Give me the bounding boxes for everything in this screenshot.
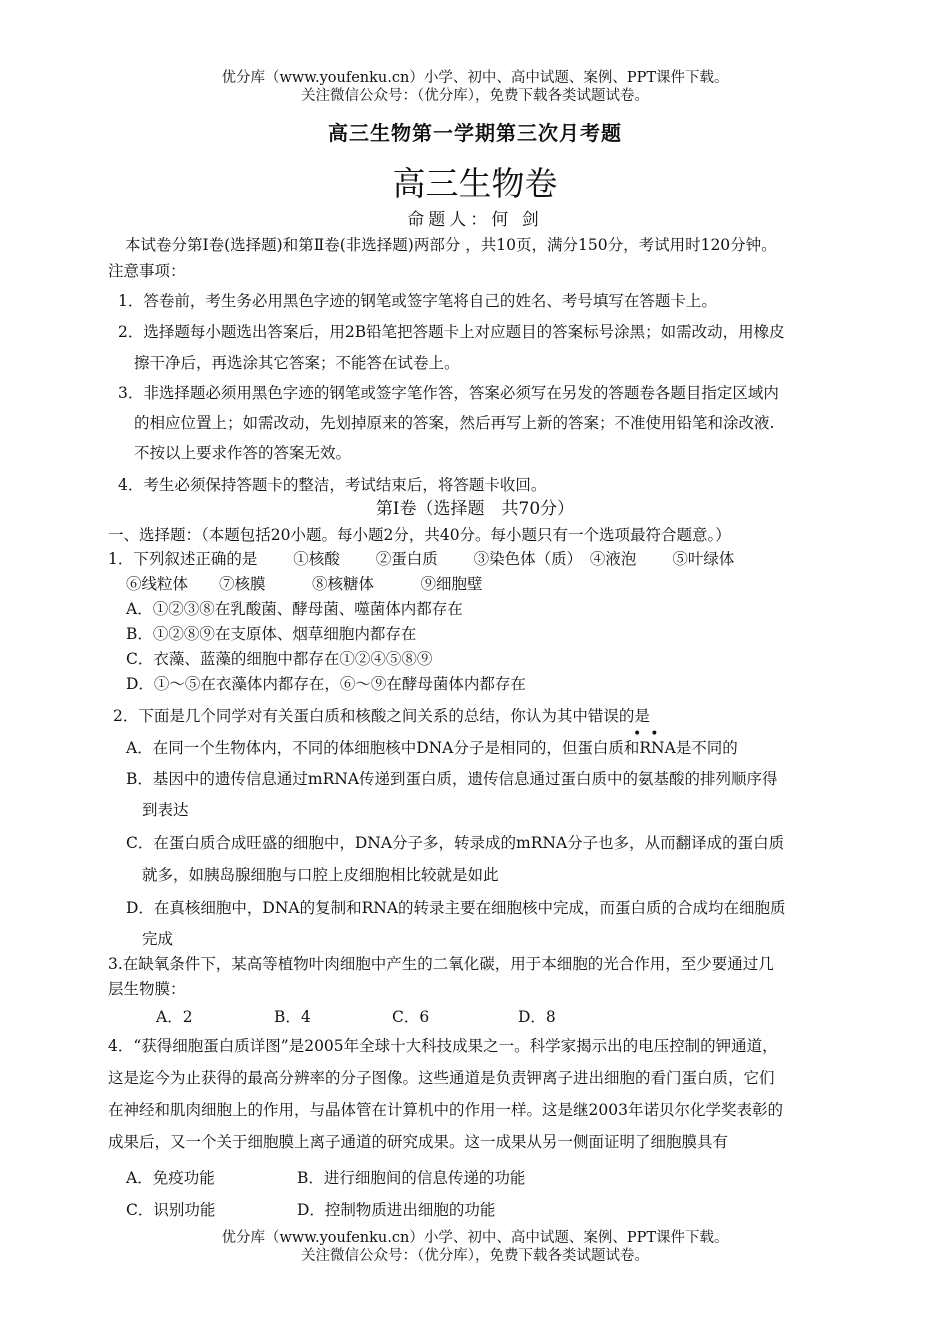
question-4-option-a: A．免疫功能 [126, 1169, 215, 1187]
note-3-cont: 的相应位置上；如需改动，先划掉原来的答案，然后再写上新的答案；不准使用铅笔和涂改液. [134, 414, 775, 432]
exam-author: 命题人：何 剑 [407, 210, 543, 230]
note-1: 1．答卷前，考生务必用黑色字迹的钢笔或签字笔将自己的姓名、考号填写在答题卡上。 [118, 292, 717, 310]
footer-line-2: 关注微信公众号：（优分库），免费下载各类试题试卷。 [301, 1248, 649, 1264]
section-1-intro: 一、选择题：（本题包括20小题。每小题2分，共40分。每小题只有一个选项最符合题意。） [108, 526, 731, 544]
question-3-option-c: C．6 [392, 1008, 430, 1026]
exam-subtitle: 高三生物卷 [392, 164, 558, 203]
question-1-stem-cont: ⑥线粒体 ⑦核膜 ⑧核糖体 ⑨细胞壁 [126, 575, 483, 593]
note-4: 4．考生必须保持答题卡的整洁，考试结束后，将答题卡收回。 [118, 476, 547, 494]
question-2-option-d: D．在真核细胞中，DNA的复制和RNA的转录主要在细胞核中完成，而蛋白质的合成均在细胞质 [126, 899, 786, 917]
question-4-option-d: D．控制物质进出细胞的功能 [297, 1201, 496, 1219]
question-4-line-1: 4．“获得细胞蛋白质详图”是2005年全球十大科技成果之一。科学家揭示出的电压控制的钾通道， [108, 1037, 778, 1055]
emphasis-dots: •• [633, 726, 668, 742]
exam-intro: 本试卷分第Ⅰ卷(选择题)和第Ⅱ卷(非选择题)两部分 ，共10页，满分150分，考试用时120分钟。 [125, 236, 777, 254]
question-3-option-d: D．8 [518, 1008, 556, 1026]
question-3-option-a: A．2 [156, 1008, 193, 1026]
note-2-cont: 擦干净后，再选涂其它答案；不能答在试卷上。 [134, 354, 460, 372]
question-4-option-c: C．识别功能 [126, 1201, 216, 1219]
question-1-stem: 1．下列叙述正确的是 ①核酸 ②蛋白质 ③染色体（质） ④液泡 ⑤叶绿体 [108, 550, 735, 568]
header-line-1: 优分库（www.youfenku.cn）小学、初中、高中试题、案例、PPT课件下载。 [221, 70, 729, 86]
question-2-option-c-cont: 就多，如胰岛腺细胞与口腔上皮细胞相比较就是如此 [142, 866, 499, 884]
question-1-option-d: D．①～⑤在衣藻体内都存在，⑥～⑨在酵母菌体内都存在 [126, 675, 526, 693]
question-2-stem: 2．下面是几个同学对有关蛋白质和核酸之间关系的总结，你认为其中错误的是 [113, 707, 650, 725]
question-4-line-4: 成果后，又一个关于细胞膜上离子通道的研究成果。这一成果从另一侧面证明了细胞膜具有 [108, 1133, 729, 1151]
question-4-line-2: 这是迄今为止获得的最高分辨率的分子图像。这些通道是负责钾离子进出细胞的看门蛋白质，它们 [108, 1069, 775, 1087]
question-1-option-b: B．①②⑧⑨在支原体、烟草细胞内都存在 [126, 625, 417, 643]
notes-title: 注意事项： [108, 262, 186, 280]
note-2: 2．选择题每小题选出答案后，用2B铅笔把答题卡上对应题目的答案标号涂黑；如需改动，用橡皮 [118, 323, 785, 341]
question-4-option-b: B．进行细胞间的信息传递的功能 [297, 1169, 526, 1187]
question-2-option-b: B．基因中的遗传信息通过mRNA传递到蛋白质，遗传信息通过蛋白质中的氨基酸的排列顺序得 [126, 770, 778, 788]
question-2-option-b-cont: 到表达 [142, 801, 189, 819]
header-line-2: 关注微信公众号：（优分库），免费下载各类试题试卷。 [301, 88, 649, 104]
note-3-cont-2: 不按以上要求作答的答案无效。 [134, 444, 352, 462]
question-1-option-c: C．衣藻、蓝藻的细胞中都存在①②④⑤⑧⑨ [126, 650, 433, 668]
question-2-option-c: C．在蛋白质合成旺盛的细胞中，DNA分子多，转录成的mRNA分子也多，从而翻译成的蛋白质 [126, 834, 785, 852]
footer-line-1: 优分库（www.youfenku.cn）小学、初中、高中试题、案例、PPT课件下载。 [221, 1230, 729, 1246]
question-4-line-3: 在神经和肌肉细胞上的作用，与晶体管在计算机中的作用一样。这是继2003年诺贝尔化学奖表彰的 [108, 1101, 783, 1119]
question-2-option-d-cont: 完成 [142, 930, 174, 948]
question-3-option-b: B．4 [274, 1008, 311, 1026]
exam-title: 高三生物第一学期第三次月考题 [328, 121, 622, 145]
question-3-stem-cont: 层生物膜： [108, 980, 186, 998]
note-3: 3．非选择题必须用黑色字迹的钢笔或签字笔作答，答案必须写在另发的答题卷各题目指定区域内 [118, 384, 779, 402]
question-3-stem: 3.在缺氧条件下，某高等植物叶肉细胞中产生的二氧化碳，用于本细胞的光合作用，至少要通过几 [108, 955, 774, 973]
question-1-option-a: A．①②③⑧在乳酸菌、酵母菌、噬菌体内都存在 [126, 600, 463, 618]
question-2-option-a: A．在同一个生物体内，不同的体细胞核中DNA分子是相同的，但蛋白质和RNA是不同的 [126, 739, 738, 757]
section-1-title: 第Ⅰ卷（选择题 共70分） [375, 499, 575, 519]
